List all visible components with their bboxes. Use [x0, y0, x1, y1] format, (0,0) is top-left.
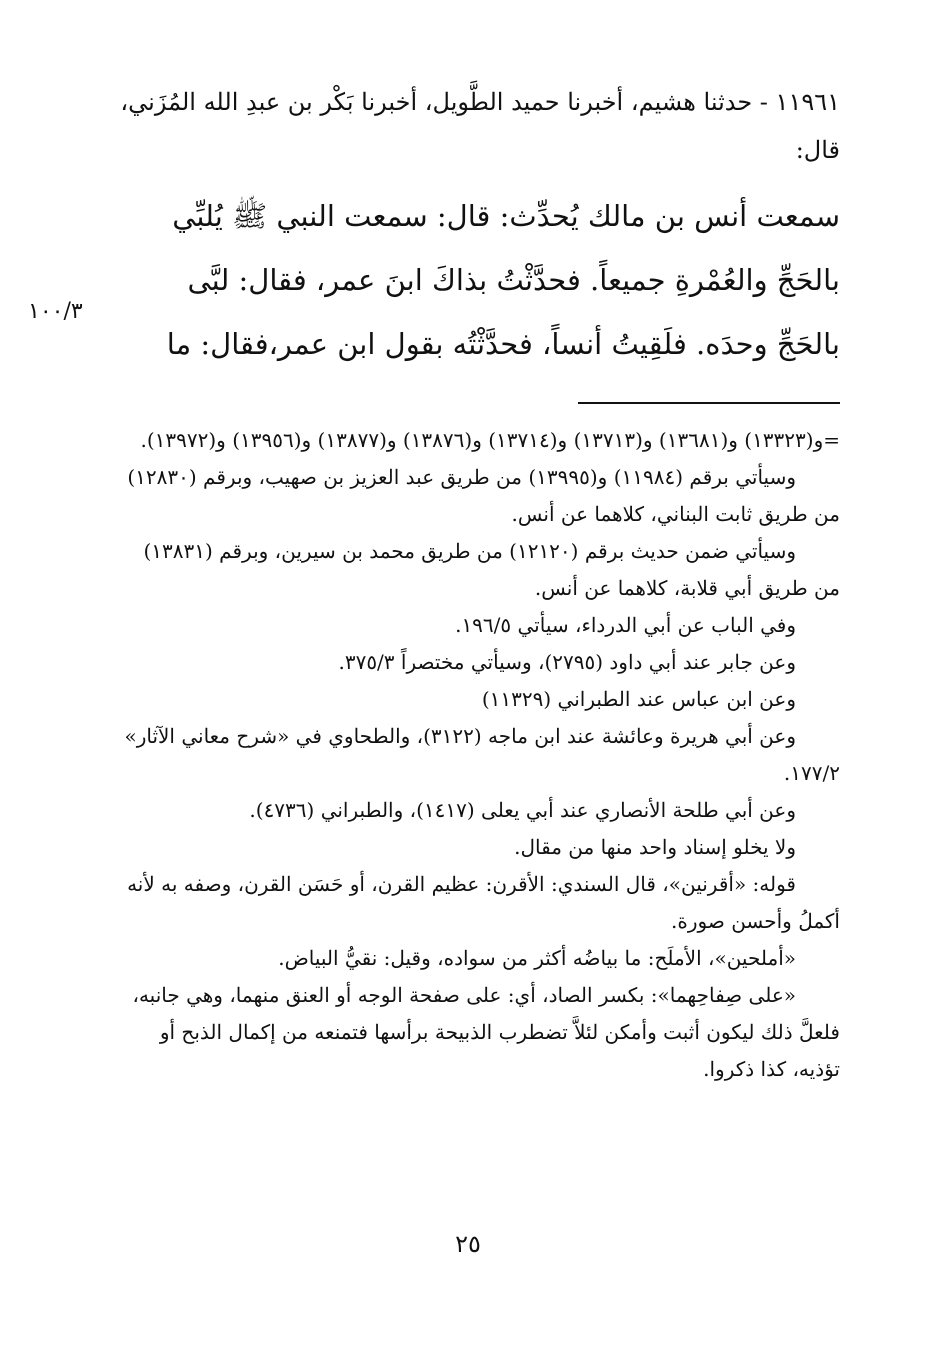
footnote-line: وسيأتي برقم (١١٩٨٤) و(١٣٩٩٥) من طريق عبد العزيز بن صهيب، وبرقم (١٢٨٣٠) من طريق ثابت البناني، كلاهما عن أنس.: [127, 465, 840, 526]
margin-reference: ١٠٠/٣: [28, 299, 83, 324]
footnote-line: ولا يخلو إسناد واحد منها من مقال.: [514, 835, 796, 859]
footnotes: [116, 422, 840, 1088]
footnote-line: وسيأتي ضمن حديث برقم (١٢١٢٠) من طريق محمد بن سيرين، وبرقم (١٣٨٣١) من طريق أبي قلابة، كلاهما عن أنس.: [143, 539, 840, 600]
footnote-line: =و(١٣٣٢٣) و(١٣٦٨١) و(١٣٧١٣) و(١٣٧١٤) و(١٣٨٧٦) و(١٣٨٧٧) و(١٣٩٥٦) و(١٣٩٧٢).: [140, 428, 840, 452]
footnote-line: قوله: «أقرنين»، قال السندي: الأقرن: عظيم القرن، أو حَسَن القرن، وصفه به لأنه أكملُ وأحسن صورة.: [127, 872, 840, 933]
footnote-line: وعن ابن عباس عند الطبراني (١١٣٢٩): [481, 687, 796, 711]
footnote-line: «على صِفاحِهما»: بكسر الصاد، أي: على صفحة الوجه أو العنق منهما، وهي جانبه، فلعلَّ ذلك ليكون أثبت وأمكن لئلاَّ تضطرب الذبيحة برأسها فتمنعه من إكمال الذبح أو تؤذيه، كذا ذكروا.: [132, 983, 840, 1081]
hadith-matn: سمعت أنس بن مالك يُحدِّث: قال: سمعت النبي ﷺ يُلبِّي بالحَجِّ والعُمْرةِ جميعاً. فحدَّثْتُ بذاكَ ابنَ عمر، فقال: لبَّى بالحَجِّ وحدَه. فلَقِيتُ أنساً، فحدَّثْتُه بقول ابن عمر،فقال: ما: [166, 199, 840, 361]
page-number: ٢٥: [455, 1230, 481, 1258]
hadith-isnad: ١١٩٦١ - حدثنا هشيم، أخبرنا حميد الطَّويل، أخبرنا بَكْر بن عبدِ الله المُزَني، قال:: [120, 88, 840, 164]
footnote-line: «أملحين»، الأملَح: ما بياضُه أكثر من سواده، وقيل: نقيُّ البياض.: [278, 946, 796, 970]
footnote-line: وفي الباب عن أبي الدرداء، سيأتي ١٩٦/٥.: [455, 613, 796, 637]
footnote-line: وعن أبي طلحة الأنصاري عند أبي يعلى (١٤١٧)، والطبراني (٤٧٣٦).: [249, 798, 796, 822]
footnote-line: وعن أبي هريرة وعائشة عند ابن ماجه (٣١٢٢)، والطحاوي في «شرح معاني الآثار» ١٧٧/٢.: [124, 724, 840, 785]
footnote-separator-rule: [578, 402, 840, 404]
footnote-line: وعن جابر عند أبي داود (٢٧٩٥)، وسيأتي مختصراً ٣٧٥/٣.: [338, 650, 796, 674]
